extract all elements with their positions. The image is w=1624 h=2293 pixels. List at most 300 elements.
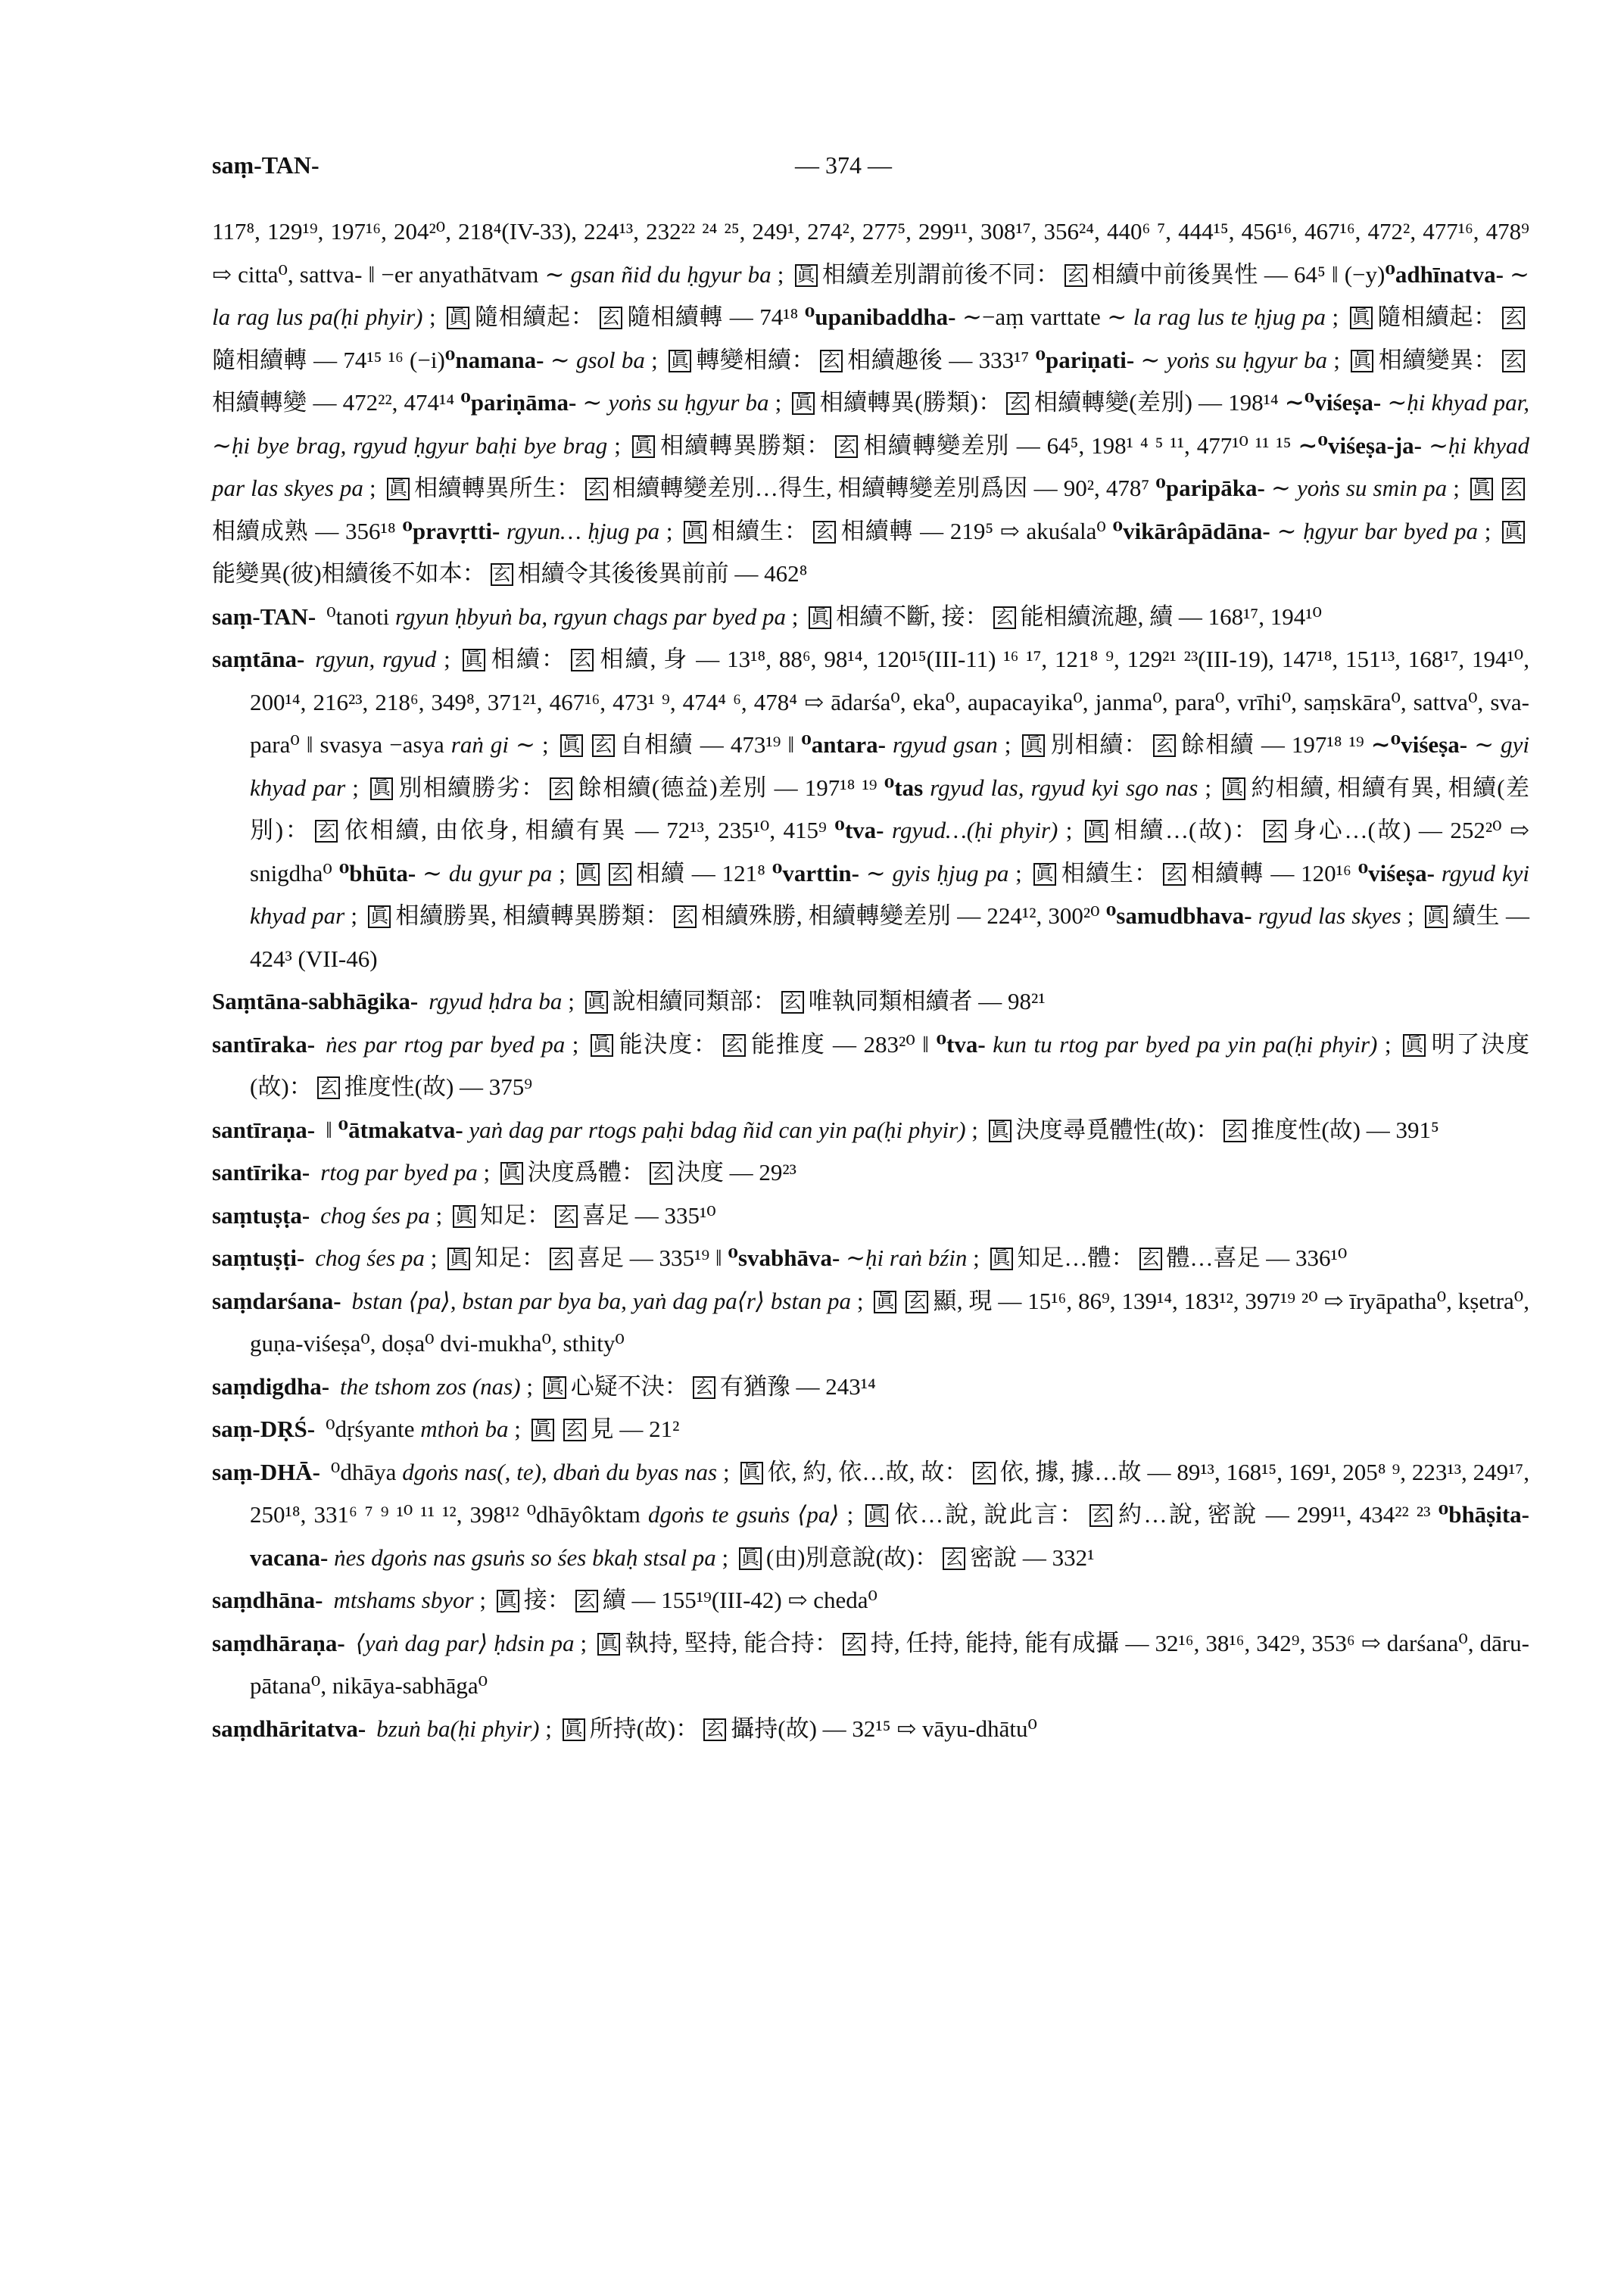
tibetan-equivalent: mthoṅ ba [420,1416,509,1442]
headword: saṃdhāritatva- [212,1715,366,1742]
dictionary-entry [212,980,1529,1023]
translator-mark: 眞 [632,435,655,458]
tibetan-equivalent: gsol ba [575,346,645,373]
translator-mark: 眞 [531,1419,554,1441]
translator-mark: 眞 [684,521,706,544]
tibetan-equivalent: ∼ḥi raṅ bźin [846,1245,968,1271]
sanskrit-term: ⁰namana- [444,346,544,373]
entry-text: 心疑不決： [570,1372,688,1400]
sanskrit-term: ∼⁰viśeṣa- [1284,389,1382,416]
tibetan-equivalent: rgyud gsan [892,731,998,758]
page-header [212,151,1529,189]
entry-text: ; [363,475,382,501]
tibetan-equivalent: ∼ḥi khyad par las skyes pa [212,431,1529,501]
entry-text: 相續轉 — 120¹⁶ [1190,859,1358,886]
headword: Saṃtāna-sabhāgika- [212,988,419,1014]
entry-text: 隨相續轉 — 74¹⁸ [626,304,805,330]
tibetan-equivalent: the tshom zos (nas) [340,1372,521,1400]
tibetan-equivalent: kun tu rtog par byed pa yin pa(ḥi phyir) [993,1030,1378,1058]
entry-text: 依相續, 由依身, 相續有異 — 72¹³, 235¹⁰, 415⁹ [342,817,835,843]
translator-mark: 眞 [989,1120,1011,1142]
dictionary-entry [212,1451,1529,1580]
entry-text: ; [520,1372,539,1400]
translator-mark: 玄 [703,1718,726,1741]
dictionary-entry [212,1408,1529,1451]
translator-mark: 玄 [317,1076,340,1099]
entry-text: ; [659,517,680,544]
headword: santīraka- [212,1030,316,1058]
entry-text: 相續： [489,646,567,672]
entry-text: ; [344,902,364,929]
entry-text: ; [997,731,1018,758]
entry-text: ; [851,1287,870,1314]
entry-text [986,1031,993,1058]
entry-text: 約相續, 相續有異, 相續(差別)： [250,774,1529,843]
translator-mark: 眞 [368,905,391,928]
tibetan-equivalent: rgyun… ḥjug pa [506,517,660,544]
entry-text: 相續差別謂前後不同： [821,260,1060,288]
entry-text: 相續不斷, 接： [836,603,989,630]
entry-text: 決度尋覓體性(故)： [1015,1116,1220,1143]
entry-text: 117⁸, 129¹⁹, 197¹⁶, 204²⁰, 218⁴(IV-33), 224¹³, 232²² ²⁴ ²⁵, 249¹, 274², 277⁵, 299¹¹, 308¹⁷, 356²⁴, 440⁶ ⁷, 444¹⁵, 456¹⁶, 467¹⁶, 472², 477¹⁶, 478⁹ ⇨ citta⁰, sattva- ‖ −er anyathātvam ∼ [212,218,1529,288]
entry-text: 相續令其後後異前前 — 462⁸ [517,560,808,587]
entry-text: 相續轉變 — 472²², 474¹⁴ [212,389,461,416]
translator-mark: 玄 [820,350,843,372]
entry-text [884,817,892,843]
entry-text: ; [477,1159,496,1185]
translator-mark: 玄 [491,563,513,586]
dictionary-entry [212,1151,1529,1195]
translator-mark: 眞 [1033,863,1056,886]
translator-mark: 眞 [500,1162,523,1185]
entry-text: ; [715,1544,734,1571]
headword: saṃ-DṚŚ- [212,1416,316,1442]
tibetan-equivalent: gsan ñid du ḥgyur ba [570,260,771,288]
dictionary-entries [212,210,1529,1750]
entry-text: 相續轉變差別 — 64⁵, 198¹ ⁴ ⁵ ¹¹, 477¹⁰ ¹¹ ¹⁵ [862,431,1298,459]
entry-text: ⁰dhāya [330,1458,403,1485]
translator-mark: 玄 [592,734,615,757]
tibetan-equivalent: ṅes par rtog par byed pa [326,1030,566,1058]
entry-text: 餘相續(德益)差別 — 197¹⁸ ¹⁹ [577,774,884,801]
entry-text: ∼ [416,859,449,886]
entry-text: 見 — 21² [590,1416,680,1442]
entry-text: 知足…體： [1017,1245,1135,1271]
entry-text: 約…說, 密說 — 299¹¹, 434²² ²³ [1116,1501,1439,1528]
sanskrit-term: ⁰viśeṣa- [1357,859,1435,886]
translator-mark: 玄 [1153,734,1176,757]
tibetan-equivalent: yoṅs su smin pa [1296,475,1448,501]
sanskrit-term: ⁰varttin- [771,859,859,886]
translator-mark: 玄 [993,606,1016,629]
tibetan-equivalent: raṅ gi ∼ [450,731,535,758]
entry-text [886,731,893,758]
entry-text: 喜足 — 335¹⁹ ‖ [577,1245,728,1271]
entry-text: ‖ [326,1116,338,1143]
headword: saṃtuṣṭa- [212,1201,310,1229]
translator-mark: 眞 [795,264,818,287]
entry-text: 知足： [475,1245,546,1271]
entry-text: ; [1198,774,1219,801]
entry-text: 身心…(故) — 252²⁰ ⇨ snigdha⁰ [250,817,1530,886]
tibetan-equivalent: dgoṅs nas(, te), dbaṅ du byas nas [402,1458,718,1485]
translator-mark: 玄 [723,1034,746,1057]
entry-text: ; [565,1030,586,1058]
entry-text: ; [429,1201,448,1229]
translator-mark: 玄 [650,1162,672,1185]
entry-text: 相續生： [711,517,809,544]
translator-mark: 眞 [809,606,831,629]
translator-mark: 玄 [571,649,594,671]
tibetan-equivalent: ṅes dgoṅs nas gsuṅs so śes bkaḥ stsal pa [334,1544,716,1571]
headword: santīrika- [212,1159,310,1185]
tibetan-equivalent: gyi khyad par [250,731,1529,801]
entry-text: 依…說, 說此言： [893,1501,1085,1528]
tibetan-equivalent: chog śes pa [315,1245,425,1271]
tibetan-equivalent: bzuṅ ba(ḥi phyir) [376,1715,540,1742]
dictionary-entry [212,1280,1529,1366]
entry-text: 別相續勝劣： [397,774,546,801]
entry-text: ⁰dṛśyante [326,1416,421,1442]
translator-mark: 玄 [550,1248,572,1270]
entry-text [840,1245,846,1271]
entry-text: 決度 — 29²³ [676,1159,796,1185]
entry-text: 隨相續起： [474,304,595,330]
entry-text: ; [768,389,788,416]
dictionary-entry [212,1579,1529,1622]
entry-text: ; [839,1501,862,1528]
entry-text: ; [345,774,366,801]
translator-mark: 玄 [1006,392,1029,415]
sanskrit-term: ⁰svabhāva- [728,1245,840,1271]
translator-mark: 玄 [1089,1504,1112,1527]
entry-text: ; [1327,346,1347,373]
dictionary-entry [212,1622,1529,1708]
tibetan-equivalent: rtog par byed pa [320,1159,478,1185]
tibetan-equivalent: rgyud las skyes [1258,902,1401,929]
translator-mark: 眞 [370,777,393,800]
entry-text: 自相續 — 473¹⁹ ‖ [619,731,802,758]
translator-mark: 眞 [387,478,410,500]
entry-text: 相續轉異所生： [413,475,581,501]
entry-text: 續 — 155¹⁹(III-42) ⇨ cheda⁰ [602,1587,877,1613]
tibetan-equivalent: la rag lus pa(ḥi phyir) [212,304,423,330]
translator-mark: 眞 [740,1462,763,1485]
entry-text: ; [424,1245,444,1271]
sanskrit-term: ⁰bhāṣita-vacana- [250,1501,1530,1571]
entry-text: 喜足 — 335¹⁰ [581,1201,716,1229]
translator-mark: 玄 [674,905,697,928]
dictionary-entry [212,638,1529,980]
translator-mark: 眞 [560,734,583,757]
tibetan-equivalent: ⟨yaṅ dag par⟩ ḥdsin pa [355,1629,575,1656]
entry-text: 說相續同類部： [612,988,777,1014]
entry-text: 唯執同類相續者 — 98²¹ [808,988,1046,1014]
entry-text: 相續轉變差別…得生, 相續轉變差別爲因 — 90², 478⁷ [612,475,1156,501]
entry-text: ; [539,1715,558,1742]
sanskrit-term: ⁰tva- [936,1030,986,1058]
entry-text: 相續中前後異性 — 64⁵ ‖ (−y) [1091,260,1386,288]
entry-text: 隨相續轉 — 74¹⁵ ¹⁶ (−i) [212,346,445,373]
dictionary-entry [212,596,1529,639]
entry-text: ; [1447,475,1466,501]
entry-text: 相續勝異, 相續轉異勝類： [395,902,669,929]
translator-mark: 玄 [1502,307,1525,329]
translator-mark: 眞 [990,1248,1013,1270]
translator-mark: 眞 [585,991,608,1014]
entry-text: 相續趣後 — 333¹⁷ [846,346,1036,373]
tibetan-equivalent: ∼ḥi khyad par, ∼ḥi bye brag, rgyud ḥgyur baḥi bye brag [212,389,1529,459]
translator-mark: 玄 [315,820,338,843]
entry-text: ∼ [544,346,576,373]
dictionary-entry [212,1109,1529,1152]
tibetan-equivalent: rgyun, rgyud [315,646,437,672]
dictionary-entry [212,1023,1529,1109]
headword: saṃdhāraṇa- [212,1629,345,1656]
sanskrit-term: ⁰samudbhava- [1105,902,1252,929]
entry-text: ; [644,346,664,373]
entry-text [328,1544,334,1571]
tibetan-equivalent: mtshams sbyor [333,1587,474,1613]
entry-text: ; [607,431,628,459]
sanskrit-term: ⁰tva- [834,817,884,843]
headword: santīraṇa- [212,1116,316,1143]
translator-mark: 眞 [1350,307,1373,329]
translator-mark: 眞 [1470,478,1493,500]
tibetan-equivalent: gyis ḥjug pa [892,859,1009,886]
tibetan-equivalent: yaṅ dag par rtogs paḥi bdag ñid can yin pa(ḥi phyir) [469,1116,966,1143]
sanskrit-term: ⁰pariṇāma- [460,389,577,416]
headword: saṃdigdha- [212,1372,330,1400]
translator-mark: 眞 [739,1547,762,1570]
translator-mark: 眞 [1403,1034,1426,1057]
translator-mark: 眞 [591,1034,613,1057]
entry-text [500,518,507,544]
tibetan-equivalent: la rag lus te ḥjug pa [1133,304,1326,330]
entry-text: 續生 — 424³ (VII-46) [250,902,1530,972]
tibetan-equivalent: yoṅs su ḥgyur ba [1166,346,1328,373]
entry-text: 能變異(彼)相續後不如本： [212,560,486,587]
entry-text: 相續…(故)： [1111,817,1260,843]
headword: saṃ-TAN- [212,603,316,630]
translator-mark: 玄 [1064,264,1087,287]
translator-mark: 玄 [1163,863,1186,886]
entry-text: 密說 — 332¹ [970,1544,1095,1571]
dictionary-entry [212,1708,1529,1751]
sanskrit-term: ⁰bhūta- [338,859,416,886]
entry-text: 相續殊勝, 相續轉變差別 — 224¹², 300²⁰ [700,902,1106,929]
entry-text: ; [562,988,581,1014]
dictionary-entry [212,1237,1529,1280]
translator-mark: 眞 [874,1291,896,1313]
sanskrit-term: ⁰adhīnatva- [1385,260,1504,288]
entry-text: ; [473,1587,492,1613]
entry-text: 能決度： [617,1030,718,1058]
tibetan-equivalent: yoṅs su ḥgyur ba [608,389,769,416]
tibetan-equivalent: chog śes pa [320,1201,430,1229]
sanskrit-term: ⁰paripāka- [1155,475,1265,501]
translator-mark: 眞 [865,1504,888,1527]
translator-mark: 眞 [597,1633,620,1656]
entry-text: 相續轉異(勝類)： [819,389,1002,416]
entry-text: ∼ [1467,731,1501,758]
entry-text [1422,432,1429,459]
headword: saṃdarśana- [212,1287,341,1314]
translator-mark: 玄 [563,1419,586,1441]
entry-text: 相續生： [1060,859,1159,886]
page-number: — 374 — [795,151,892,179]
tibetan-equivalent: rgyud las, rgyud kyi sgo nas [930,774,1199,801]
translator-mark: 眞 [497,1590,519,1612]
entry-text: 有猶豫 — 243¹⁴ [719,1372,876,1400]
translator-mark: 玄 [835,435,858,458]
translator-mark: 眞 [1502,521,1525,544]
dictionary-entry [212,1366,1529,1409]
translator-mark: 玄 [943,1547,965,1570]
translator-mark: 玄 [973,1462,996,1485]
translator-mark: 玄 [550,777,572,800]
translator-mark: 眞 [463,649,485,671]
entry-text: ; [508,1416,527,1442]
translator-mark: 眞 [577,863,600,886]
entry-text: ∼ [1134,346,1167,373]
translator-mark: 玄 [906,1291,928,1313]
sanskrit-term: ⁰pravṛtti- [402,517,500,544]
entry-text: 決度爲體： [527,1159,645,1185]
entry-text: ∼ [859,859,893,886]
translator-mark: 玄 [1223,1120,1246,1142]
translator-mark: 玄 [1502,350,1525,372]
entry-text: 相續, 身 — 13¹⁸, 88⁶, 98¹⁴, 120¹⁵(III-11) ¹⁶ ¹⁷, 121⁸ ⁹, 129²¹ ²³(III-19), 147¹⁸, 151¹³, 168¹⁷, 194¹⁰, 200¹⁴, 216²³, 218⁶, 349⁸, 371²¹, 467¹⁶, 473¹ ⁹, 474⁴ ⁶, 478⁴ ⇨ ādarśa⁰, eka⁰, aupacayika⁰, janma⁰, para⁰, vrīhi⁰, saṃskāra⁰, sattva⁰, sva-para⁰ ‖ svasya −asya [250,646,1529,758]
sanskrit-term: ∼⁰viśeṣa-ja- [1298,431,1422,459]
entry-text: 能相續流趣, 續 — 168¹⁷, 194¹⁰ [1020,603,1322,630]
entry-text: 相續 — 121⁸ [635,859,772,886]
entry-text: ∼ [1503,260,1530,288]
entry-text: 推度性(故) — 375⁹ [344,1073,533,1100]
entry-text: 明了決度(故)： [250,1030,1529,1100]
entry-text: 相續轉 — 219⁵ ⇨ akuśala⁰ [840,517,1113,544]
entry-text: 相續轉變(差別) — 198¹⁴ [1033,389,1285,416]
entry-text: ; [1478,517,1498,544]
entry-text: ∼ [1270,517,1304,544]
headword: saṃ-DHĀ- [212,1458,320,1485]
entry-text: 所持(故)： [589,1715,700,1742]
entry-text: 別相續： [1049,731,1149,758]
translator-mark: 玄 [600,307,622,329]
translator-mark: 玄 [555,1205,578,1228]
translator-mark: 眞 [1223,777,1245,800]
translator-mark: 眞 [1425,905,1448,928]
tibetan-equivalent: bstan ⟨pa⟩, bstan par bya ba, yaṅ dag pa⟨r⟩ bstan pa [351,1287,851,1314]
translator-mark: 眞 [447,307,469,329]
entry-text: 執持, 堅持, 能合持： [625,1629,839,1656]
entry-text: ; [1401,902,1420,929]
entry-text: ⁰tanoti [326,603,395,630]
entry-text: ; [1058,817,1080,843]
entry-text: 持, 任持, 能持, 能有成攝 — 32¹⁶, 38¹⁶, 342⁹, 353⁶ ⇨ darśana⁰, dāru-pātana⁰, nikāya-sabhāga⁰ [250,1629,1529,1699]
entry-text [923,774,930,801]
sanskrit-term: ⁰upanibaddha- [804,304,956,330]
translator-mark: 眞 [1022,734,1045,757]
entry-text [1435,860,1442,886]
entry-text: 餘相續 — 197¹⁸ ¹⁹ [1180,731,1371,758]
entry-text: ; [967,1245,986,1271]
translator-mark: 玄 [781,991,804,1014]
tibetan-equivalent: rgyud…(ḥi phyir) [891,817,1058,843]
entry-text: ; [422,304,443,330]
entry-text: 攝持(故) — 32¹⁵ ⇨ vāyu-dhātu⁰ [731,1715,1037,1742]
entry-text: 推度性(故) — 391⁵ [1251,1116,1439,1143]
entry-text: ; [1008,859,1029,886]
entry-continuation [212,210,1529,596]
translator-mark: 玄 [575,1590,598,1612]
entry-text: 知足： [479,1201,550,1229]
entry-text: ∼ [576,389,609,416]
running-head: saṃ-TAN- [212,151,320,179]
entry-text: 隨相續起： [1376,304,1498,330]
translator-mark: 玄 [813,521,836,544]
sanskrit-term: ⁰vikārâpādāna- [1112,517,1270,544]
entry-text: ∼−aṃ varttate ∼ [955,304,1133,330]
headword: saṃdhāna- [212,1587,323,1613]
translator-mark: 玄 [1264,820,1286,843]
sanskrit-term: ⁰pariṇati- [1035,346,1135,373]
entry-text: ; [965,1116,984,1143]
entry-text: 依, 據, 據…故 — 89¹³, 168¹⁵, 169¹, 205⁸ ⁹, 223¹³, 249¹⁷, 250¹⁸, 331⁶ ⁷ ⁹ ¹⁰ ¹¹ ¹², 398¹² ⁰dhāyôktam [250,1458,1529,1528]
entry-text: ∼ [1264,475,1297,501]
sanskrit-term: ⁰ātmakatva- [338,1116,463,1143]
entry-text: ; [771,260,790,288]
entry-text [1252,902,1258,929]
translator-mark: 眞 [792,392,815,415]
sanskrit-term: ⁰tas [884,774,924,801]
entry-text: 相續變異： [1378,346,1498,373]
translator-mark: 玄 [585,478,608,500]
entry-text: ; [717,1458,736,1485]
tibetan-equivalent: rgyud ḥdra ba [429,988,563,1014]
translator-mark: 玄 [1502,478,1525,500]
entry-text: 相續成熟 — 356¹⁸ [212,517,403,544]
entry-text: ; [552,859,572,886]
translator-mark: 眞 [1351,350,1373,372]
entry-text: 依, 約, 依…故, 故： [767,1458,968,1485]
tibetan-equivalent: rgyun ḥbyuṅ ba, rgyun chags par byed pa [394,603,786,630]
headword: saṃtuṣṭi- [212,1245,305,1271]
translator-mark: 眞 [447,1248,470,1270]
entry-text: ; [785,603,805,630]
translator-mark: 玄 [1139,1248,1162,1270]
dictionary-entry [212,1195,1529,1238]
entry-text: 能推度 — 283²⁰ ‖ [750,1030,937,1058]
entry-text: 接： [523,1587,571,1613]
translator-mark: 玄 [693,1376,715,1399]
entry-text: 相續轉異勝類： [659,431,831,459]
entry-text: (由)別意說(故)： [765,1544,939,1571]
entry-text: 體…喜足 — 336¹⁰ [1166,1245,1348,1271]
sanskrit-term: ⁰antara- [801,731,886,758]
entry-text: ; [574,1629,594,1656]
translator-mark: 眞 [669,350,691,372]
sanskrit-term: ∼⁰viśeṣa- [1370,731,1468,758]
entry-text: 顯, 現 — 15¹⁶, 86⁹, 139¹⁴, 183¹², 397¹⁹ ²⁰ ⇨ īryāpatha⁰, kṣetra⁰, guṇa-viśeṣa⁰, doṣa⁰ dvi-mukha⁰, sthity⁰ [250,1287,1529,1357]
translator-mark: 玄 [609,863,631,886]
tibetan-equivalent: dgoṅs te gsuṅs ⟨pa⟩ [647,1501,840,1528]
translator-mark: 眞 [453,1205,475,1228]
translator-mark: 眞 [1085,820,1108,843]
entry-text: ; [1377,1030,1398,1058]
tibetan-equivalent: ḥgyur bar byed pa [1303,517,1479,544]
tibetan-equivalent: rgyud kyi khyad par [250,859,1530,929]
